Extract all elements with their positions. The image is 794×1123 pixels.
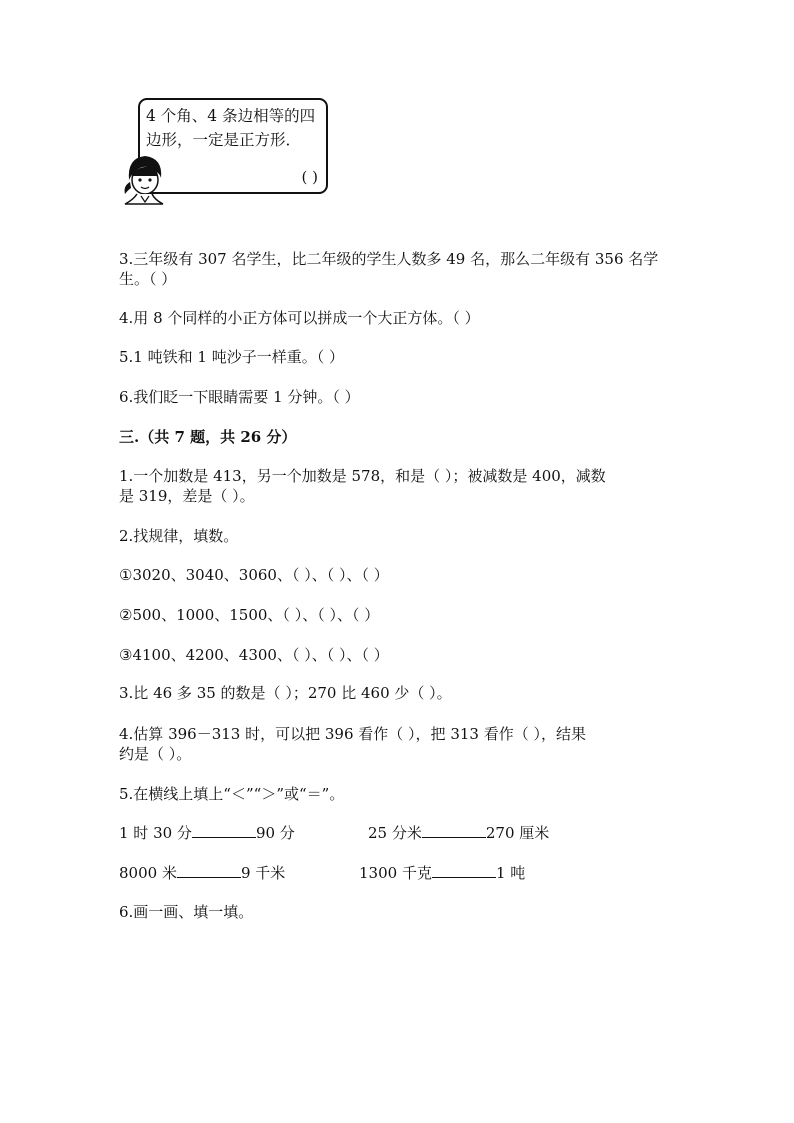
pattern-row-1: ①3020、3040、3060、（ ）、（ ）、（ ） [119, 566, 389, 584]
compare-left-2: 25 分米 [368, 824, 422, 842]
s3-question-3: 3.比 46 多 35 的数是（ ）；270 比 460 少（ ）。 [119, 684, 452, 702]
compare-row-1b [368, 823, 549, 843]
answer-blank[interactable] [192, 823, 256, 838]
compare-row-2 [119, 863, 285, 883]
compare-left-1: 1 时 30 分 [119, 824, 192, 842]
compare-right-4: 1 吨 [495, 864, 526, 882]
compare-right-2: 270 厘米 [485, 824, 550, 842]
answer-blank[interactable] [432, 863, 496, 878]
s3-question-2: 2.找规律，填数。 [119, 527, 239, 545]
answer-paren: ( ) [301, 168, 318, 186]
answer-blank[interactable] [177, 863, 241, 878]
compare-right-1: 90 分 [255, 824, 295, 842]
s3-question-1-line-1: 1.一个加数是 413，另一个加数是 578，和是（ ）；被减数是 400，减数 [119, 467, 606, 485]
question-3-line-1: 3.三年级有 307 名学生，比二年级的学生人数多 49 名，那么二年级有 356 名学 [119, 250, 659, 268]
bubble-statement: 4 个角、4 条边相等的四边形，一定是正方形． [146, 107, 316, 149]
s3-question-1-line-2: 是 319，差是（ ）。 [119, 487, 255, 505]
s3-question-4-line-2: 约是（ ）。 [119, 745, 192, 763]
pattern-row-2: ②500、1000、1500、（ ）、（ ）、（ ） [119, 606, 380, 624]
answer-blank[interactable] [422, 823, 486, 838]
girl-illustration-icon [119, 150, 169, 208]
question-6: 6.我们眨一下眼睛需要 1 分钟。（ ） [119, 388, 360, 406]
question-4: 4.用 8 个同样的小正方体可以拼成一个大正方体。（ ） [119, 309, 480, 327]
question-3-line-2: 生。（ ） [119, 270, 177, 288]
s3-question-5: 5.在横线上填上“＜”“＞”或“＝”。 [119, 785, 345, 803]
s3-question-6: 6.画一画、填一填。 [119, 903, 254, 921]
compare-left-4: 1300 千克 [359, 864, 432, 882]
pattern-row-3: ③4100、4200、4300、（ ）、（ ）、（ ） [119, 646, 389, 664]
s3-question-4-line-1: 4.估算 396－313 时，可以把 396 看作（ ），把 313 看作（ ），结果 [119, 725, 586, 743]
compare-row-2b [359, 863, 525, 883]
compare-left-3: 8000 米 [119, 864, 177, 882]
compare-row-1 [119, 823, 295, 843]
question-5: 5.1 吨铁和 1 吨沙子一样重。（ ） [119, 348, 344, 366]
section-3-heading: 三.（共 7 题，共 26 分） [119, 428, 297, 446]
compare-right-3: 9 千米 [240, 864, 286, 882]
